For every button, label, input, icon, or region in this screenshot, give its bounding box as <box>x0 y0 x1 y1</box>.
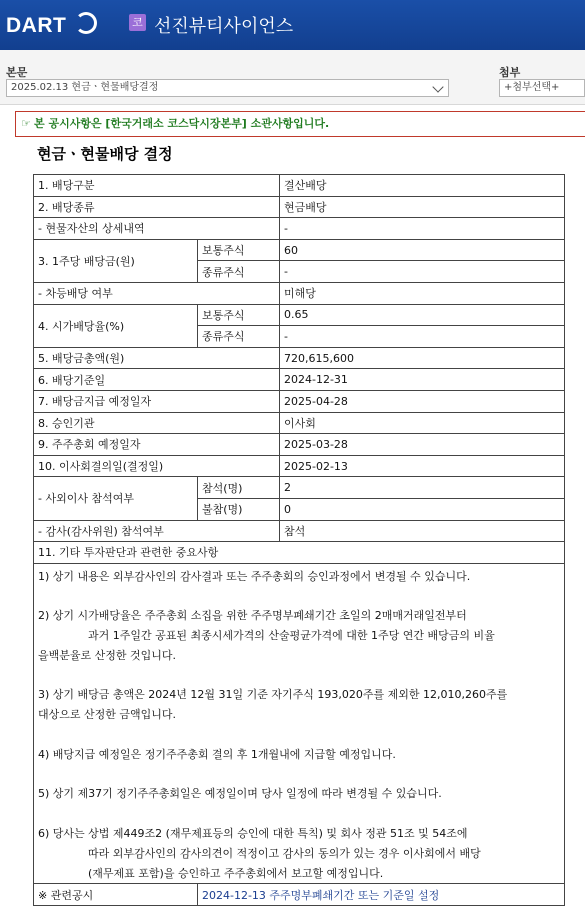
row-sublabel: 불참(명) <box>198 498 280 520</box>
row-value: 2024-12-31 <box>280 369 565 391</box>
jurisdiction-notice <box>15 111 585 137</box>
note-6-line-2: 따라 외부감사인의 감사의견이 적정이고 감사의 동의가 있는 경우 이사회에서 배당 <box>88 846 481 860</box>
row-value: 2025-03-28 <box>280 434 565 456</box>
row-sublabel: 보통주식 <box>198 239 280 261</box>
related-label: ※ 관련공시 <box>34 884 198 906</box>
note-3-line-1: 3) 상기 배당금 총액은 2024년 12월 31일 기준 자기주식 193,020주를 제외한 12,010,260주를 <box>38 688 508 702</box>
row-value: 2025-02-13 <box>280 455 565 477</box>
row-label: - 차등배당 여부 <box>34 282 280 304</box>
table-row <box>34 347 565 369</box>
row-label: 8. 승인기관 <box>34 412 280 434</box>
body-label: 본문 <box>6 66 28 79</box>
row-value: 0.65 <box>280 304 565 326</box>
row-value: 0 <box>280 498 565 520</box>
notice-text: 본 공시사항은 [한국거래소 코스닥시장본부] 소관사항입니다. <box>34 117 330 130</box>
document-body <box>0 105 585 916</box>
related-disclosure-text: 2024-12-13 주주명부폐쇄기간 또는 기준일 설정 <box>202 888 440 902</box>
note-3 <box>38 685 560 725</box>
attach-select-value: +첨부선택+ <box>504 82 560 93</box>
table-row <box>34 434 565 456</box>
table-row <box>34 542 565 564</box>
table-row <box>34 369 565 391</box>
row-value: 미해당 <box>280 282 565 304</box>
row-sublabel: 참석(명) <box>198 477 280 499</box>
note-6-line-1: 6) 당사는 상법 제449조2 (재무제표등의 승인에 대한 특칙) 및 회사 정관 51조 및 54조에 <box>38 827 468 841</box>
row-value: 60 <box>280 239 565 261</box>
table-row <box>34 304 565 326</box>
dart-logo-swirl-icon <box>75 12 97 34</box>
row-value: 2 <box>280 477 565 499</box>
important-notes <box>34 563 565 884</box>
table-row <box>34 390 565 412</box>
body-select-value: 2025.02.13 현금ㆍ현물배당결정 <box>11 82 159 93</box>
row-label: 1. 배당구분 <box>34 175 280 197</box>
table-row <box>34 412 565 434</box>
note-6-line-3: (재무제표 포함)을 승인하고 주주총회에서 보고할 예정입니다. <box>88 866 384 880</box>
row-value: 2025-04-28 <box>280 390 565 412</box>
row-label: - 사외이사 참석여부 <box>34 477 198 520</box>
note-5: 5) 상기 제37기 정기주주총회일은 예정일이며 당사 일정에 따라 변경될 수 있습니다. <box>38 787 442 801</box>
row-sublabel: 보통주식 <box>198 304 280 326</box>
note-6 <box>38 824 560 883</box>
related-disclosure-link[interactable] <box>198 884 565 906</box>
document-title: 현금ㆍ현물배당 결정 <box>37 145 173 163</box>
kosdaq-badge: 코 <box>129 14 146 31</box>
row-label: 11. 기타 투자판단과 관련한 중요사항 <box>34 542 565 564</box>
dart-logo[interactable]: DART <box>6 14 67 37</box>
app-header <box>0 0 585 50</box>
note-2 <box>38 606 560 665</box>
chevron-down-icon <box>432 81 443 92</box>
row-label: - 감사(감사위원) 참석여부 <box>34 520 280 542</box>
report-toolbar <box>0 50 585 105</box>
row-label: 5. 배당금총액(원) <box>34 347 280 369</box>
row-sublabel: 종류주식 <box>198 261 280 283</box>
row-value: - <box>280 261 565 283</box>
row-label: 2. 배당종류 <box>34 196 280 218</box>
body-select[interactable] <box>6 79 449 97</box>
pointing-hand-icon: ☞ <box>21 117 31 130</box>
attach-select[interactable] <box>499 79 585 97</box>
row-label: 7. 배당금지급 예정일자 <box>34 390 280 412</box>
dividend-table <box>33 174 565 906</box>
row-label: 3. 1주당 배당금(원) <box>34 239 198 282</box>
row-value: 결산배당 <box>280 175 565 197</box>
row-label: 10. 이사회결의일(결정일) <box>34 455 280 477</box>
table-row <box>34 477 565 499</box>
row-value: 720,615,600 <box>280 347 565 369</box>
row-value: - <box>280 326 565 348</box>
table-row <box>34 239 565 261</box>
table-row <box>34 563 565 884</box>
table-row <box>34 455 565 477</box>
table-row <box>34 282 565 304</box>
note-2-line-2: 과거 1주일간 공표된 최종시세가격의 산술평균가격에 대한 1주당 연간 배당금의 비율 <box>88 629 495 643</box>
row-value: 현금배당 <box>280 196 565 218</box>
company-name: 선진뷰티사이언스 <box>154 16 294 37</box>
note-2-line-3: 을백분율로 산정한 것입니다. <box>38 648 177 662</box>
row-label: 4. 시가배당율(%) <box>34 304 198 347</box>
note-4: 4) 배당지급 예정일은 정기주주총회 결의 후 1개월내에 지급할 예정입니다. <box>38 747 396 761</box>
table-row <box>34 175 565 197</box>
row-value: 이사회 <box>280 412 565 434</box>
attach-label: 첨부 <box>499 66 521 79</box>
table-row <box>34 196 565 218</box>
row-label: 6. 배당기준일 <box>34 369 280 391</box>
table-row <box>34 884 565 906</box>
note-3-line-2: 대상으로 산정한 금액입니다. <box>38 708 177 722</box>
row-value: - <box>280 218 565 240</box>
row-label: 9. 주주총회 예정일자 <box>34 434 280 456</box>
note-1: 1) 상기 내용은 외부감사인의 감사결과 또는 주주총회의 승인과정에서 변경될 수 있습니다. <box>38 569 471 583</box>
row-sublabel: 종류주식 <box>198 326 280 348</box>
table-row <box>34 520 565 542</box>
note-2-line-1: 2) 상기 시가배당율은 주주총회 소집을 위한 주주명부폐쇄기간 초일의 2매매거래일전부터 <box>38 609 467 623</box>
row-label: - 현물자산의 상세내역 <box>34 218 280 240</box>
row-value: 참석 <box>280 520 565 542</box>
table-row <box>34 218 565 240</box>
